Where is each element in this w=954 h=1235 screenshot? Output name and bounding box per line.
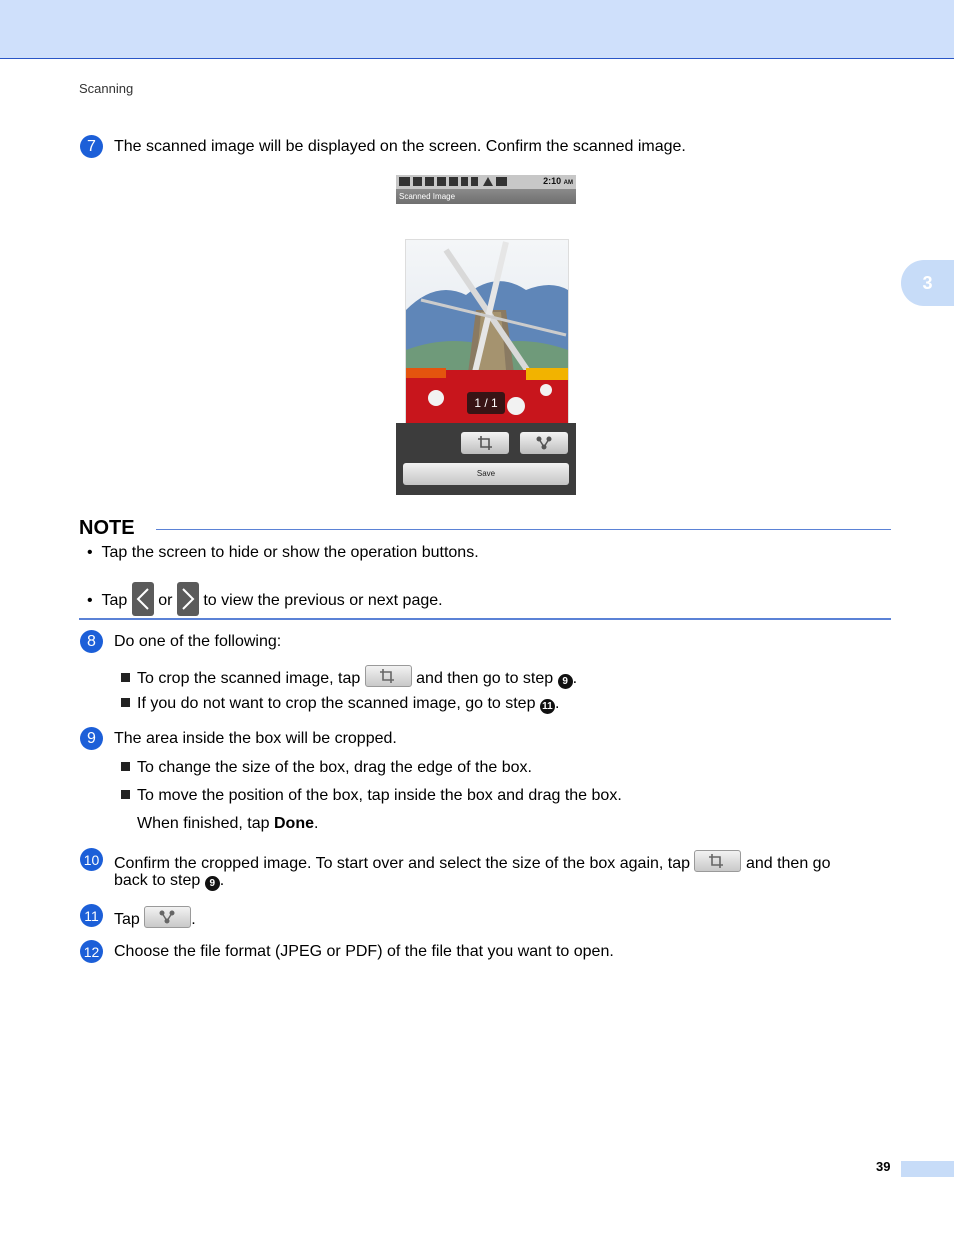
phone-clock: 2:10 AM xyxy=(543,176,573,186)
section-label: Scanning xyxy=(79,81,134,96)
step-number-10: 10 xyxy=(80,848,103,871)
phone-title-bar: Scanned Image xyxy=(396,189,576,204)
share-icon xyxy=(536,436,552,450)
footer-bar xyxy=(901,1161,954,1177)
crop-button[interactable] xyxy=(461,432,509,454)
phone-status-bar xyxy=(396,175,576,189)
step-number-12: 12 xyxy=(80,940,103,963)
share-button-inline xyxy=(144,906,191,928)
header-band xyxy=(0,0,954,59)
step-11-text: Tap . xyxy=(114,906,196,930)
crop-button-inline xyxy=(694,850,741,872)
save-button[interactable]: Save xyxy=(403,463,569,485)
step-number-11: 11 xyxy=(80,904,103,927)
bullet-square xyxy=(121,698,130,707)
crop-icon xyxy=(380,669,394,683)
step-10-line-2: back to step 9 . xyxy=(114,872,225,889)
step-8-bullet-2: If you do not want to crop the scanned image, go to step 11 . xyxy=(121,694,559,714)
chevron-right-icon xyxy=(180,587,196,611)
share-button[interactable] xyxy=(520,432,568,454)
chapter-tab: 3 xyxy=(901,260,954,306)
step-ref: 9 xyxy=(205,876,220,891)
step-8-text: Do one of the following: xyxy=(114,633,282,650)
next-page-button[interactable] xyxy=(177,582,199,616)
note-divider xyxy=(156,529,891,530)
note-heading: NOTE xyxy=(79,517,135,539)
step-ref: 11 xyxy=(540,699,555,714)
page-number: 39 xyxy=(876,1159,891,1174)
step-ref: 9 xyxy=(558,674,573,689)
step-10-line-1: Confirm the cropped image. To start over and select the size of the box again, tap and then go xyxy=(114,850,830,874)
step-9-finish: When finished, tap Done. xyxy=(137,815,319,832)
bullet-square xyxy=(121,673,130,682)
step-7-text: The scanned image will be displayed on the screen. Confirm the scanned image. xyxy=(114,138,686,155)
chevron-left-icon xyxy=(135,587,151,611)
bullet-square xyxy=(121,790,130,799)
step-9-bullet-2: To move the position of the box, tap inside the box and drag the box. xyxy=(121,786,622,806)
crop-icon xyxy=(478,436,492,450)
note-bottom-divider xyxy=(79,618,891,620)
crop-button-inline xyxy=(365,665,412,687)
phone-screenshot xyxy=(396,175,576,495)
bullet-square xyxy=(121,762,130,771)
step-9-bullet-1: To change the size of the box, drag the edge of the box. xyxy=(121,758,532,778)
step-number-9: 9 xyxy=(80,727,103,750)
step-12-text: Choose the file format (JPEG or PDF) of the file that you want to open. xyxy=(114,943,614,960)
note-item-2: • Tap or to view the previous or next page. xyxy=(87,582,443,616)
prev-page-button[interactable] xyxy=(132,582,154,616)
step-9-text: The area inside the box will be cropped. xyxy=(114,730,397,747)
crop-icon xyxy=(709,854,723,868)
step-8-bullet-1: To crop the scanned image, tap and then go to step 9 . xyxy=(121,665,577,689)
step-number-8: 8 xyxy=(80,630,103,653)
status-icons xyxy=(399,176,509,188)
page-indicator: 1 / 1 xyxy=(467,392,505,414)
share-icon xyxy=(159,910,175,924)
note-item-1: • Tap the screen to hide or show the operation buttons. xyxy=(87,544,479,561)
step-number-7: 7 xyxy=(80,135,103,158)
